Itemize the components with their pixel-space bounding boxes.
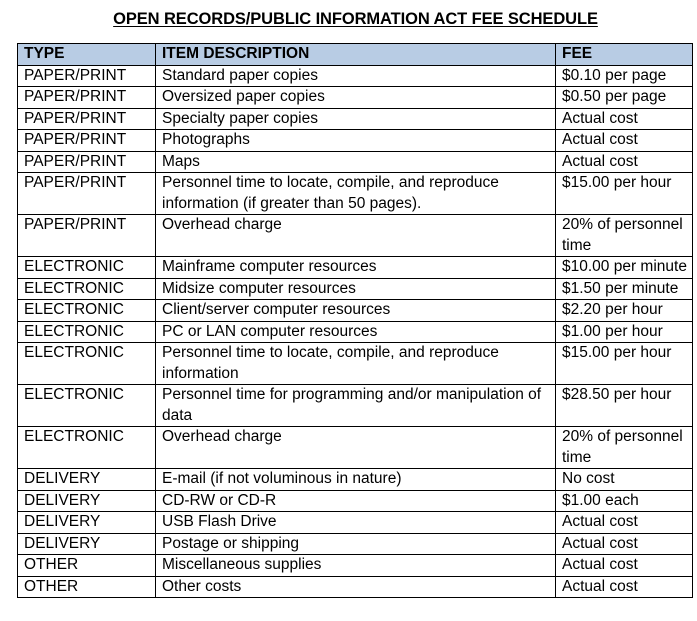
description-cell: Mainframe computer resources bbox=[156, 257, 556, 279]
fee-cell: Actual cost bbox=[556, 512, 693, 534]
description-cell: Overhead charge bbox=[156, 427, 556, 469]
type-cell: ELECTRONIC bbox=[18, 300, 156, 322]
description-cell: Standard paper copies bbox=[156, 65, 556, 87]
type-cell: DELIVERY bbox=[18, 469, 156, 491]
table-row bbox=[18, 108, 693, 130]
description-cell: Miscellaneous supplies bbox=[156, 555, 556, 577]
description-cell: Maps bbox=[156, 151, 556, 173]
table-row bbox=[18, 215, 693, 257]
description-cell: Postage or shipping bbox=[156, 533, 556, 555]
description-cell: CD-RW or CD-R bbox=[156, 490, 556, 512]
description-cell: PC or LAN computer resources bbox=[156, 321, 556, 343]
table-row bbox=[18, 151, 693, 173]
table-row bbox=[18, 576, 693, 598]
table-row bbox=[18, 65, 693, 87]
fee-cell: Actual cost bbox=[556, 576, 693, 598]
type-cell: PAPER/PRINT bbox=[18, 173, 156, 215]
fee-cell: $1.00 per hour bbox=[556, 321, 693, 343]
table-row bbox=[18, 87, 693, 109]
type-cell: ELECTRONIC bbox=[18, 278, 156, 300]
fee-cell: Actual cost bbox=[556, 555, 693, 577]
description-cell: Personnel time to locate, compile, and reproduce information (if greater than 50 pages). bbox=[156, 173, 556, 215]
type-cell: DELIVERY bbox=[18, 490, 156, 512]
description-cell: USB Flash Drive bbox=[156, 512, 556, 534]
column-header-fee: FEE bbox=[556, 44, 693, 66]
fee-cell: Actual cost bbox=[556, 151, 693, 173]
table-row bbox=[18, 490, 693, 512]
description-cell: Midsize computer resources bbox=[156, 278, 556, 300]
type-cell: ELECTRONIC bbox=[18, 385, 156, 427]
table-row bbox=[18, 343, 693, 385]
fee-cell: $2.20 per hour bbox=[556, 300, 693, 322]
fee-cell: $0.10 per page bbox=[556, 65, 693, 87]
fee-cell: No cost bbox=[556, 469, 693, 491]
description-cell: Personnel time for programming and/or manipulation of data bbox=[156, 385, 556, 427]
table-row bbox=[18, 555, 693, 577]
column-header-type: TYPE bbox=[18, 44, 156, 66]
type-cell: DELIVERY bbox=[18, 533, 156, 555]
table-row bbox=[18, 427, 693, 469]
table-row bbox=[18, 321, 693, 343]
type-cell: PAPER/PRINT bbox=[18, 215, 156, 257]
type-cell: OTHER bbox=[18, 555, 156, 577]
fee-cell: $10.00 per minute bbox=[556, 257, 693, 279]
type-cell: PAPER/PRINT bbox=[18, 108, 156, 130]
type-cell: OTHER bbox=[18, 576, 156, 598]
fee-cell: $1.00 each bbox=[556, 490, 693, 512]
table-row bbox=[18, 257, 693, 279]
table-header-row bbox=[18, 44, 693, 66]
fee-cell: $1.50 per minute bbox=[556, 278, 693, 300]
fee-cell: 20% of personnel time bbox=[556, 427, 693, 469]
table-row bbox=[18, 278, 693, 300]
fee-schedule-table bbox=[17, 43, 693, 598]
table-row bbox=[18, 300, 693, 322]
description-cell: Overhead charge bbox=[156, 215, 556, 257]
table-row bbox=[18, 130, 693, 152]
fee-cell: $15.00 per hour bbox=[556, 173, 693, 215]
description-cell: Photographs bbox=[156, 130, 556, 152]
fee-cell: Actual cost bbox=[556, 130, 693, 152]
table-row bbox=[18, 512, 693, 534]
type-cell: PAPER/PRINT bbox=[18, 130, 156, 152]
fee-cell: Actual cost bbox=[556, 533, 693, 555]
fee-cell: $0.50 per page bbox=[556, 87, 693, 109]
type-cell: ELECTRONIC bbox=[18, 321, 156, 343]
type-cell: ELECTRONIC bbox=[18, 257, 156, 279]
description-cell: Personnel time to locate, compile, and reproduce information bbox=[156, 343, 556, 385]
table-row bbox=[18, 385, 693, 427]
fee-cell: $15.00 per hour bbox=[556, 343, 693, 385]
type-cell: PAPER/PRINT bbox=[18, 65, 156, 87]
type-cell: PAPER/PRINT bbox=[18, 151, 156, 173]
type-cell: ELECTRONIC bbox=[18, 427, 156, 469]
description-cell: Oversized paper copies bbox=[156, 87, 556, 109]
description-cell: Other costs bbox=[156, 576, 556, 598]
description-cell: Client/server computer resources bbox=[156, 300, 556, 322]
description-cell: Specialty paper copies bbox=[156, 108, 556, 130]
type-cell: ELECTRONIC bbox=[18, 343, 156, 385]
type-cell: DELIVERY bbox=[18, 512, 156, 534]
table-row bbox=[18, 173, 693, 215]
fee-cell: 20% of personnel time bbox=[556, 215, 693, 257]
description-cell: E-mail (if not voluminous in nature) bbox=[156, 469, 556, 491]
type-cell: PAPER/PRINT bbox=[18, 87, 156, 109]
fee-cell: $28.50 per hour bbox=[556, 385, 693, 427]
column-header-description: ITEM DESCRIPTION bbox=[156, 44, 556, 66]
page-title: OPEN RECORDS/PUBLIC INFORMATION ACT FEE SCHEDULE bbox=[113, 10, 598, 28]
table-row bbox=[18, 533, 693, 555]
table-row bbox=[18, 469, 693, 491]
fee-cell: Actual cost bbox=[556, 108, 693, 130]
